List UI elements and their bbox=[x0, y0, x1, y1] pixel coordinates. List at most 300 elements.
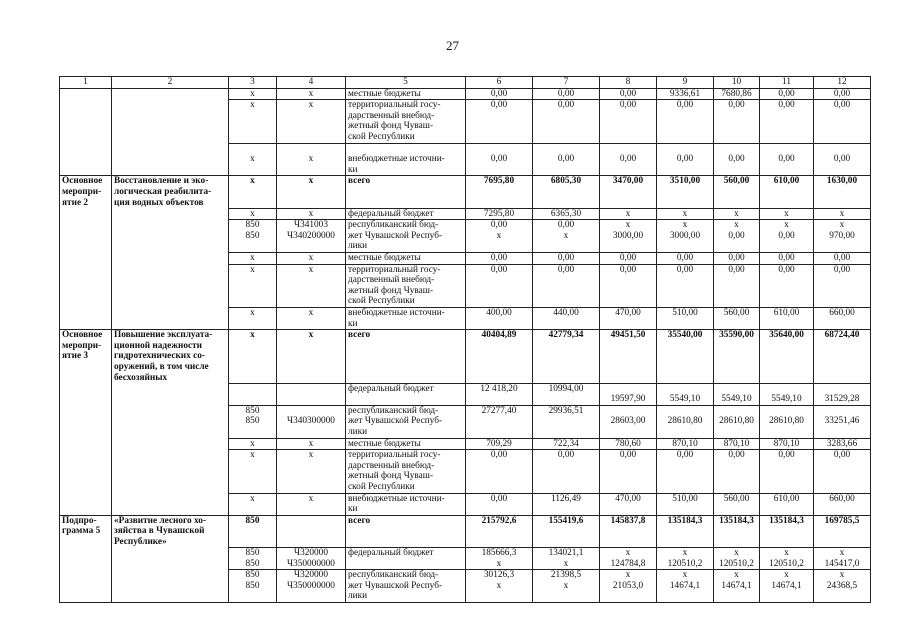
cell-line: x bbox=[308, 176, 314, 187]
cell-line: x bbox=[784, 548, 789, 559]
cell-line: жет Чувашской Респуб- bbox=[348, 580, 443, 591]
value-cell bbox=[600, 330, 657, 383]
table-row bbox=[60, 208, 871, 220]
value-cell bbox=[600, 405, 657, 438]
code-cell bbox=[277, 264, 346, 307]
description-cell bbox=[112, 264, 229, 307]
cell-line bbox=[716, 406, 757, 417]
cell-line: 0,00 bbox=[728, 253, 745, 263]
table-row bbox=[60, 176, 871, 208]
cell-line: 850 bbox=[245, 570, 260, 581]
cell-line: Ч350000000 bbox=[287, 558, 335, 569]
value-cell bbox=[714, 493, 760, 515]
value-cell bbox=[714, 570, 760, 603]
cell-line: 28610,80 bbox=[769, 416, 804, 427]
cell-line: 0,00 bbox=[778, 88, 795, 99]
code-cell bbox=[229, 307, 277, 329]
cell-line: x bbox=[496, 558, 502, 569]
code-cell bbox=[277, 100, 346, 143]
budget-table bbox=[59, 76, 871, 603]
cell-line: x bbox=[784, 208, 789, 219]
value-cell bbox=[657, 100, 714, 143]
cell-line: 440,00 bbox=[553, 307, 579, 318]
cell-line: x bbox=[563, 230, 569, 241]
cell-line: x bbox=[250, 208, 255, 219]
cell-line: республиканский бюд- bbox=[348, 570, 439, 581]
cell-line: 155419,6 bbox=[548, 515, 584, 526]
cell-line: x bbox=[250, 330, 255, 341]
cell-line: x bbox=[839, 548, 845, 559]
cell-line: 29936,51 bbox=[548, 405, 584, 416]
cell-line: 135184,3 bbox=[719, 515, 754, 526]
source-cell bbox=[346, 570, 466, 603]
cell-line: x bbox=[250, 100, 255, 111]
table-row bbox=[60, 220, 871, 253]
value-cell bbox=[533, 100, 600, 143]
cell-line: 3283,66 bbox=[826, 438, 858, 449]
cell-line: ки bbox=[348, 318, 358, 329]
value-cell bbox=[657, 264, 714, 307]
cell-line bbox=[279, 144, 343, 155]
value-cell bbox=[533, 88, 600, 100]
source-cell bbox=[346, 100, 466, 143]
cell-line: x bbox=[839, 220, 845, 231]
cell-line: оружений, в том числе bbox=[114, 361, 209, 372]
cell-line: 28610,80 bbox=[719, 416, 754, 427]
value-cell bbox=[657, 176, 714, 208]
cell-line: территориальный госу- bbox=[348, 100, 441, 111]
value-cell bbox=[760, 515, 814, 547]
cell-line: Ч320000 bbox=[294, 548, 328, 559]
table-row bbox=[60, 143, 871, 176]
value-cell bbox=[714, 330, 760, 383]
cell-line: 33251,46 bbox=[824, 416, 860, 427]
cell-line bbox=[602, 384, 654, 395]
value-cell bbox=[466, 405, 533, 438]
value-cell bbox=[657, 143, 714, 176]
cell-line: Ч320000 bbox=[294, 570, 328, 581]
value-cell bbox=[714, 383, 760, 405]
code-cell bbox=[277, 220, 346, 253]
value-cell bbox=[760, 253, 814, 265]
cell-line: зяйства в Чувашской bbox=[114, 526, 205, 537]
cell-line: 660,00 bbox=[829, 307, 855, 318]
cell-line: 510,00 bbox=[672, 307, 698, 318]
cell-line bbox=[535, 144, 597, 155]
value-cell bbox=[760, 88, 814, 100]
value-cell bbox=[760, 548, 814, 570]
cell-line: 0,00 bbox=[728, 154, 745, 165]
cell-line: 3470,00 bbox=[612, 176, 644, 187]
cell-line bbox=[468, 144, 530, 155]
cell-line: лики bbox=[348, 241, 368, 252]
cell-line: x bbox=[250, 264, 255, 275]
source-cell bbox=[346, 450, 466, 493]
source-cell bbox=[346, 176, 466, 208]
cell-line: Основное bbox=[62, 176, 103, 187]
value-cell bbox=[466, 264, 533, 307]
cell-line: 169785,5 bbox=[824, 515, 860, 526]
code-cell bbox=[229, 330, 277, 383]
code-cell bbox=[229, 100, 277, 143]
cell-line: 0,00 bbox=[676, 100, 694, 111]
value-cell bbox=[466, 176, 533, 208]
value-cell bbox=[600, 143, 657, 176]
value-cell bbox=[760, 450, 814, 493]
cell-line bbox=[762, 406, 811, 417]
source-cell bbox=[346, 438, 466, 450]
label-cell bbox=[60, 438, 112, 450]
value-cell bbox=[760, 405, 814, 438]
value-cell bbox=[714, 208, 760, 220]
cell-line: жетный фонд Чуваш- bbox=[348, 471, 434, 482]
cell-line: Ч341003 bbox=[294, 220, 328, 231]
cell-line bbox=[279, 406, 343, 417]
cell-line: 31529,28 bbox=[824, 394, 860, 405]
cell-line: 850 bbox=[245, 548, 260, 559]
cell-line: 27277,40 bbox=[481, 405, 517, 416]
cell-line: 1630,00 bbox=[826, 176, 858, 187]
code-cell bbox=[277, 493, 346, 515]
cell-line: 3510,00 bbox=[669, 176, 701, 187]
cell-line: x bbox=[839, 570, 845, 581]
value-cell bbox=[657, 570, 714, 603]
value-cell bbox=[533, 220, 600, 253]
code-cell bbox=[277, 208, 346, 220]
description-cell bbox=[112, 100, 229, 143]
table-row bbox=[60, 405, 871, 438]
cell-line: 12 418,20 bbox=[480, 383, 518, 394]
value-cell bbox=[814, 253, 871, 265]
value-cell bbox=[466, 493, 533, 515]
value-cell bbox=[466, 570, 533, 603]
value-cell bbox=[814, 548, 871, 570]
cell-line: 0,00 bbox=[833, 264, 851, 275]
cell-line: 7695,80 bbox=[483, 176, 515, 187]
cell-line: дарственный внебюд- bbox=[348, 460, 435, 471]
cell-line: 145417,0 bbox=[824, 558, 860, 569]
cell-line: 0,00 bbox=[778, 264, 795, 275]
code-cell bbox=[277, 405, 346, 438]
cell-line: 0,00 bbox=[778, 253, 795, 263]
table-row bbox=[60, 100, 871, 143]
cell-line: территориальный госу- bbox=[348, 450, 441, 461]
value-cell bbox=[533, 515, 600, 547]
cell-line: x bbox=[250, 253, 255, 263]
code-cell bbox=[277, 330, 346, 383]
value-cell bbox=[466, 220, 533, 253]
value-cell bbox=[466, 143, 533, 176]
cell-line: 0,00 bbox=[490, 264, 508, 275]
cell-line: 870,10 bbox=[773, 438, 800, 449]
cell-line: 0,00 bbox=[833, 88, 851, 99]
label-cell bbox=[60, 88, 112, 100]
cell-line: x bbox=[734, 220, 739, 231]
cell-line: x bbox=[308, 88, 314, 99]
value-cell bbox=[814, 176, 871, 208]
value-cell bbox=[466, 100, 533, 143]
code-cell bbox=[229, 548, 277, 570]
cell-line: x bbox=[308, 438, 314, 449]
cell-line: 0,00 bbox=[490, 220, 508, 231]
code-cell bbox=[277, 88, 346, 100]
value-cell bbox=[600, 383, 657, 405]
cell-line: x bbox=[308, 264, 314, 275]
table-row bbox=[60, 88, 871, 100]
cell-line: x bbox=[563, 558, 569, 569]
cell-line: 145837,8 bbox=[610, 515, 646, 526]
cell-line bbox=[816, 384, 868, 395]
value-cell bbox=[657, 220, 714, 253]
cell-line: ки bbox=[348, 504, 358, 515]
source-cell bbox=[346, 253, 466, 265]
cell-line bbox=[762, 144, 811, 155]
cell-line: 850 bbox=[245, 220, 260, 231]
value-cell bbox=[760, 330, 814, 383]
description-cell bbox=[112, 493, 229, 515]
cell-line: 120510,2 bbox=[769, 558, 804, 569]
code-cell bbox=[229, 493, 277, 515]
table-row bbox=[60, 450, 871, 493]
value-cell bbox=[760, 176, 814, 208]
cell-line bbox=[231, 144, 274, 155]
cell-line: ки bbox=[348, 164, 358, 175]
source-cell bbox=[346, 405, 466, 438]
cell-line: 470,00 bbox=[615, 493, 641, 504]
header-cell: 7 bbox=[533, 77, 600, 89]
description-cell bbox=[112, 515, 229, 547]
description-cell bbox=[112, 548, 229, 570]
value-cell bbox=[760, 264, 814, 307]
table-row bbox=[60, 383, 871, 405]
cell-line: Ч340200000 bbox=[287, 230, 335, 241]
cell-line: 9336,61 bbox=[669, 88, 701, 99]
value-cell bbox=[533, 450, 600, 493]
value-cell bbox=[714, 88, 760, 100]
label-cell bbox=[60, 208, 112, 220]
code-cell bbox=[277, 515, 346, 547]
description-cell bbox=[112, 307, 229, 329]
source-cell bbox=[346, 383, 466, 405]
value-cell bbox=[657, 383, 714, 405]
cell-line: внебюджетные источни- bbox=[348, 493, 445, 504]
cell-line: 135184,3 bbox=[769, 515, 804, 526]
cell-line: 0,00 bbox=[557, 220, 575, 231]
code-cell bbox=[229, 383, 277, 405]
source-cell bbox=[346, 88, 466, 100]
cell-line: ционной надежности bbox=[114, 340, 203, 351]
source-cell bbox=[346, 330, 466, 383]
code-cell bbox=[277, 450, 346, 493]
value-cell bbox=[714, 438, 760, 450]
cell-line: x bbox=[734, 208, 739, 219]
table-row bbox=[60, 264, 871, 307]
value-cell bbox=[814, 493, 871, 515]
cell-line: 870,10 bbox=[672, 438, 698, 449]
cell-line: x bbox=[734, 548, 739, 559]
value-cell bbox=[714, 307, 760, 329]
cell-line: x bbox=[250, 154, 255, 165]
header-cell: 3 bbox=[229, 77, 277, 89]
cell-line: x bbox=[682, 208, 688, 219]
cell-line: x bbox=[308, 100, 314, 111]
cell-line bbox=[659, 406, 711, 417]
value-cell bbox=[760, 208, 814, 220]
cell-line: 0,00 bbox=[557, 154, 575, 165]
cell-line: Ч340300000 bbox=[287, 416, 335, 427]
cell-line: федеральный бюджет bbox=[348, 208, 434, 219]
cell-line: x bbox=[682, 570, 688, 581]
code-cell bbox=[277, 253, 346, 265]
description-cell bbox=[112, 143, 229, 176]
cell-line: ция водных объектов bbox=[114, 197, 204, 208]
cell-line: 660,00 bbox=[829, 493, 855, 504]
cell-line: Повышение эксплуата- bbox=[114, 330, 213, 341]
value-cell bbox=[714, 143, 760, 176]
source-cell bbox=[346, 307, 466, 329]
cell-line: меропри- bbox=[62, 186, 102, 197]
header-cell: 1 bbox=[60, 77, 112, 89]
value-cell bbox=[760, 143, 814, 176]
cell-line: 7295,80 bbox=[483, 208, 515, 219]
cell-line: 0,00 bbox=[833, 253, 851, 263]
value-cell bbox=[466, 515, 533, 547]
cell-line: дарственный внебюд- bbox=[348, 275, 435, 286]
cell-line: 35640,00 bbox=[769, 330, 804, 341]
cell-line: 0,00 bbox=[490, 100, 508, 111]
table-row bbox=[60, 493, 871, 515]
cell-line: 0,00 bbox=[676, 264, 694, 275]
value-cell bbox=[714, 176, 760, 208]
header-cell: 5 bbox=[346, 77, 466, 89]
cell-line: ятие 3 bbox=[62, 351, 89, 362]
cell-line bbox=[716, 144, 757, 155]
description-cell bbox=[112, 570, 229, 603]
source-cell bbox=[346, 515, 466, 547]
cell-line: 610,00 bbox=[773, 176, 800, 187]
cell-line: 0,00 bbox=[676, 154, 694, 165]
cell-line: 68724,40 bbox=[824, 330, 860, 341]
cell-line: 5549,10 bbox=[669, 394, 701, 405]
header-cell: 8 bbox=[600, 77, 657, 89]
cell-line: 510,00 bbox=[672, 493, 698, 504]
cell-line: 28610,80 bbox=[667, 416, 703, 427]
value-cell bbox=[533, 438, 600, 450]
cell-line: Республике» bbox=[114, 536, 167, 547]
description-cell bbox=[112, 88, 229, 100]
cell-line: 850 bbox=[245, 580, 260, 591]
value-cell bbox=[814, 405, 871, 438]
cell-line bbox=[816, 144, 868, 155]
value-cell bbox=[657, 88, 714, 100]
cell-line: 0,00 bbox=[557, 450, 575, 461]
cell-line: 28603,00 bbox=[610, 416, 646, 427]
cell-line: 0,00 bbox=[833, 154, 851, 165]
header-cell: 6 bbox=[466, 77, 533, 89]
value-cell bbox=[533, 548, 600, 570]
cell-line: жет Чувашской Респуб- bbox=[348, 416, 443, 427]
value-cell bbox=[714, 220, 760, 253]
cell-line: x bbox=[308, 330, 314, 341]
cell-line: 0,00 bbox=[778, 230, 795, 241]
value-cell bbox=[533, 405, 600, 438]
table-row bbox=[60, 253, 871, 265]
cell-line: федеральный бюджет bbox=[348, 383, 434, 394]
value-cell bbox=[814, 438, 871, 450]
cell-line bbox=[348, 144, 463, 155]
code-cell bbox=[229, 143, 277, 176]
value-cell bbox=[657, 493, 714, 515]
cell-line: 215792,6 bbox=[481, 515, 517, 526]
code-cell bbox=[277, 438, 346, 450]
code-cell bbox=[229, 450, 277, 493]
cell-line: республиканский бюд- bbox=[348, 405, 439, 416]
cell-line: x bbox=[250, 493, 255, 504]
cell-line: 780,60 bbox=[615, 438, 641, 449]
cell-line bbox=[659, 144, 711, 155]
cell-line: 42779,34 bbox=[548, 330, 584, 341]
cell-line: 970,00 bbox=[829, 230, 855, 241]
description-cell bbox=[112, 220, 229, 253]
value-cell bbox=[657, 307, 714, 329]
value-cell bbox=[600, 208, 657, 220]
cell-line: 5549,10 bbox=[771, 394, 802, 405]
code-cell bbox=[277, 548, 346, 570]
cell-line: x bbox=[784, 220, 789, 231]
cell-line: 0,00 bbox=[619, 450, 637, 461]
cell-line: x bbox=[250, 450, 255, 461]
cell-line: 0,00 bbox=[728, 100, 745, 111]
label-cell bbox=[60, 143, 112, 176]
cell-line: лики bbox=[348, 591, 368, 602]
cell-line: 870,10 bbox=[723, 438, 750, 449]
cell-line: лики bbox=[348, 427, 368, 437]
label-cell bbox=[60, 176, 112, 208]
cell-line: 3000,00 bbox=[612, 230, 644, 241]
description-cell bbox=[112, 450, 229, 493]
value-cell bbox=[657, 548, 714, 570]
description-cell bbox=[112, 383, 229, 405]
label-cell bbox=[60, 450, 112, 493]
cell-line: x bbox=[784, 570, 789, 581]
value-cell bbox=[533, 493, 600, 515]
cell-line: 35540,00 bbox=[667, 330, 703, 341]
table-row bbox=[60, 307, 871, 329]
cell-line: 1126,49 bbox=[551, 493, 581, 504]
cell-line: ской Республики bbox=[348, 296, 415, 307]
cell-line: 470,00 bbox=[615, 307, 641, 318]
label-cell bbox=[60, 515, 112, 547]
table-row bbox=[60, 515, 871, 547]
cell-line bbox=[816, 406, 868, 417]
value-cell bbox=[657, 515, 714, 547]
description-cell bbox=[112, 208, 229, 220]
cell-line: x bbox=[496, 230, 502, 241]
cell-line: 0,00 bbox=[619, 100, 637, 111]
source-cell bbox=[346, 493, 466, 515]
header-cell: 11 bbox=[760, 77, 814, 89]
cell-line: 6805,30 bbox=[550, 176, 582, 187]
cell-line: 3000,00 bbox=[669, 230, 701, 241]
cell-line: 6365,30 bbox=[550, 208, 582, 219]
cell-line: 560,00 bbox=[723, 176, 750, 187]
value-cell bbox=[814, 450, 871, 493]
cell-line: Восстановление и эко- bbox=[114, 176, 209, 187]
cell-line: 185666,3 bbox=[481, 548, 517, 559]
cell-line: 10994,00 bbox=[548, 383, 584, 394]
cell-line: x bbox=[496, 580, 502, 591]
value-cell bbox=[657, 330, 714, 383]
